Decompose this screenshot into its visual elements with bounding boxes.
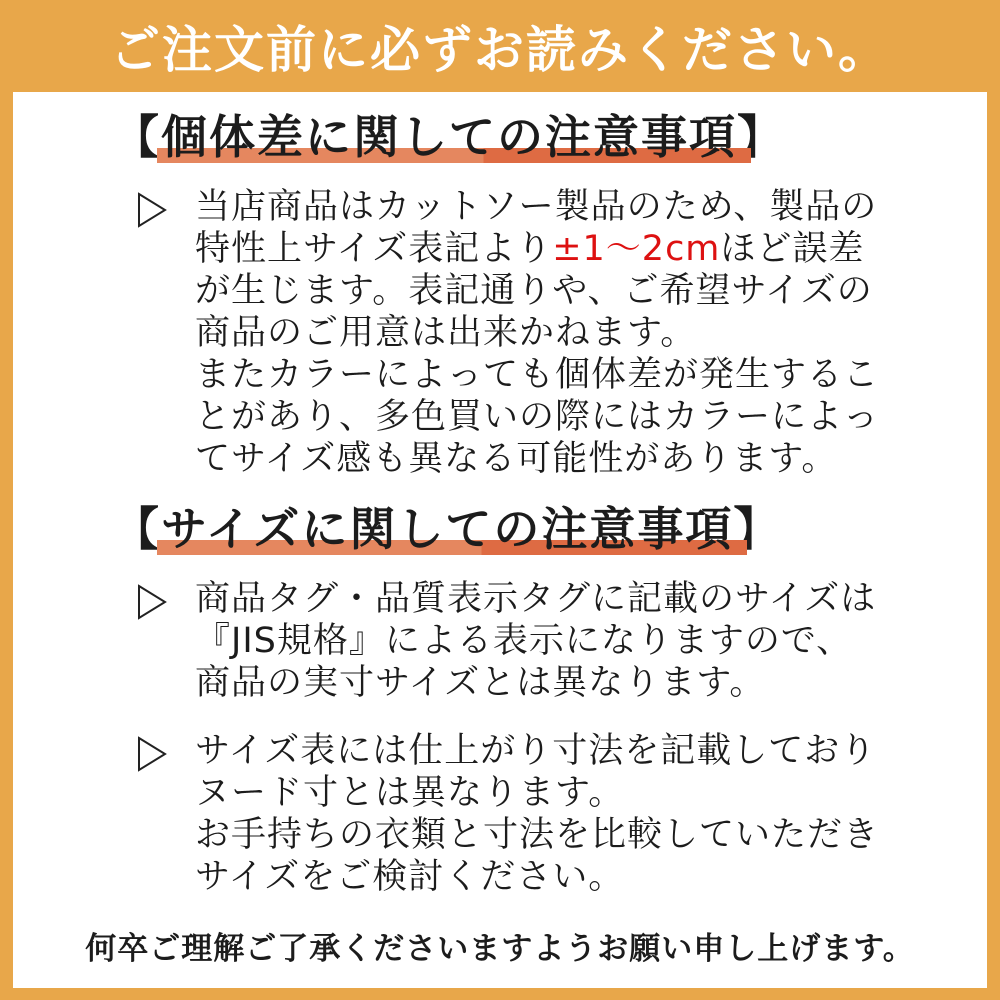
section-heading-individual-difference: [113, 110, 957, 164]
text-segment: ほど誤差: [720, 229, 865, 269]
text-segment: 特性上サイズ表記より: [195, 229, 553, 269]
footer-plea-text: 何卒ご理解ご了承くださいますようお願い申し上げます。: [85, 931, 915, 967]
bullet-text-block: [195, 186, 879, 480]
bullet-text-block: [195, 578, 876, 704]
text-line: またカラーによっても個体差が発生するこ: [195, 355, 880, 395]
text-line: とがあり、多色買いの際にはカラーによっ: [195, 397, 880, 437]
heading-bracket-close: 】: [733, 502, 782, 556]
section-heading-size: [113, 502, 957, 556]
heading-bracket-open: 【: [113, 502, 161, 556]
heading-bracket-close: 】: [737, 110, 785, 164]
heading-bracket-open: 【: [113, 110, 161, 164]
text-line: 商品のご用意は出来かねます。: [195, 313, 697, 353]
bullet-item-size-tolerance: [135, 186, 957, 480]
text-line: てサイズ感も異なる可能性があります。: [195, 439, 838, 479]
top-banner-text: ご注文前に必ずお読みください。: [110, 21, 890, 79]
content-panel: [13, 92, 987, 988]
triangle-bullet-icon: [135, 191, 169, 229]
heading-highlighted-title: サイズに関しての注意事項: [161, 502, 734, 556]
tolerance-value-red-text: ±1〜2cm: [552, 229, 721, 269]
section-individual-difference-notes: [113, 110, 957, 480]
triangle-bullet-icon: [135, 583, 169, 621]
text-line: 『JIS規格』による表示になりますので、: [195, 621, 853, 661]
bullet-text-block: [195, 730, 879, 898]
text-line: ヌード寸とは異なります。: [195, 773, 625, 813]
text-line: が生じます。表記通りや、ご希望サイズの: [195, 271, 873, 311]
top-banner: [0, 0, 1000, 92]
text-line: 当店商品はカットソー製品のため、製品の: [195, 187, 878, 227]
text-line: サイズをご検討ください。: [195, 857, 625, 897]
heading-highlighted-title: 個体差に関しての注意事項: [161, 110, 737, 164]
text-line: 商品タグ・品質表示タグに記載のサイズは: [195, 579, 877, 619]
section-size-notes: [113, 502, 957, 898]
text-line: 商品の実寸サイズとは異なります。: [195, 663, 766, 703]
triangle-bullet-icon: [135, 735, 169, 773]
text-line: お手持ちの衣類と寸法を比較していただき: [195, 815, 880, 855]
bullet-item-finished-measurements: [135, 730, 957, 898]
text-line: サイズ表には仕上がり寸法を記載しており: [195, 731, 877, 771]
bullet-item-jis-standard: [135, 578, 957, 704]
text-line: [195, 228, 879, 270]
